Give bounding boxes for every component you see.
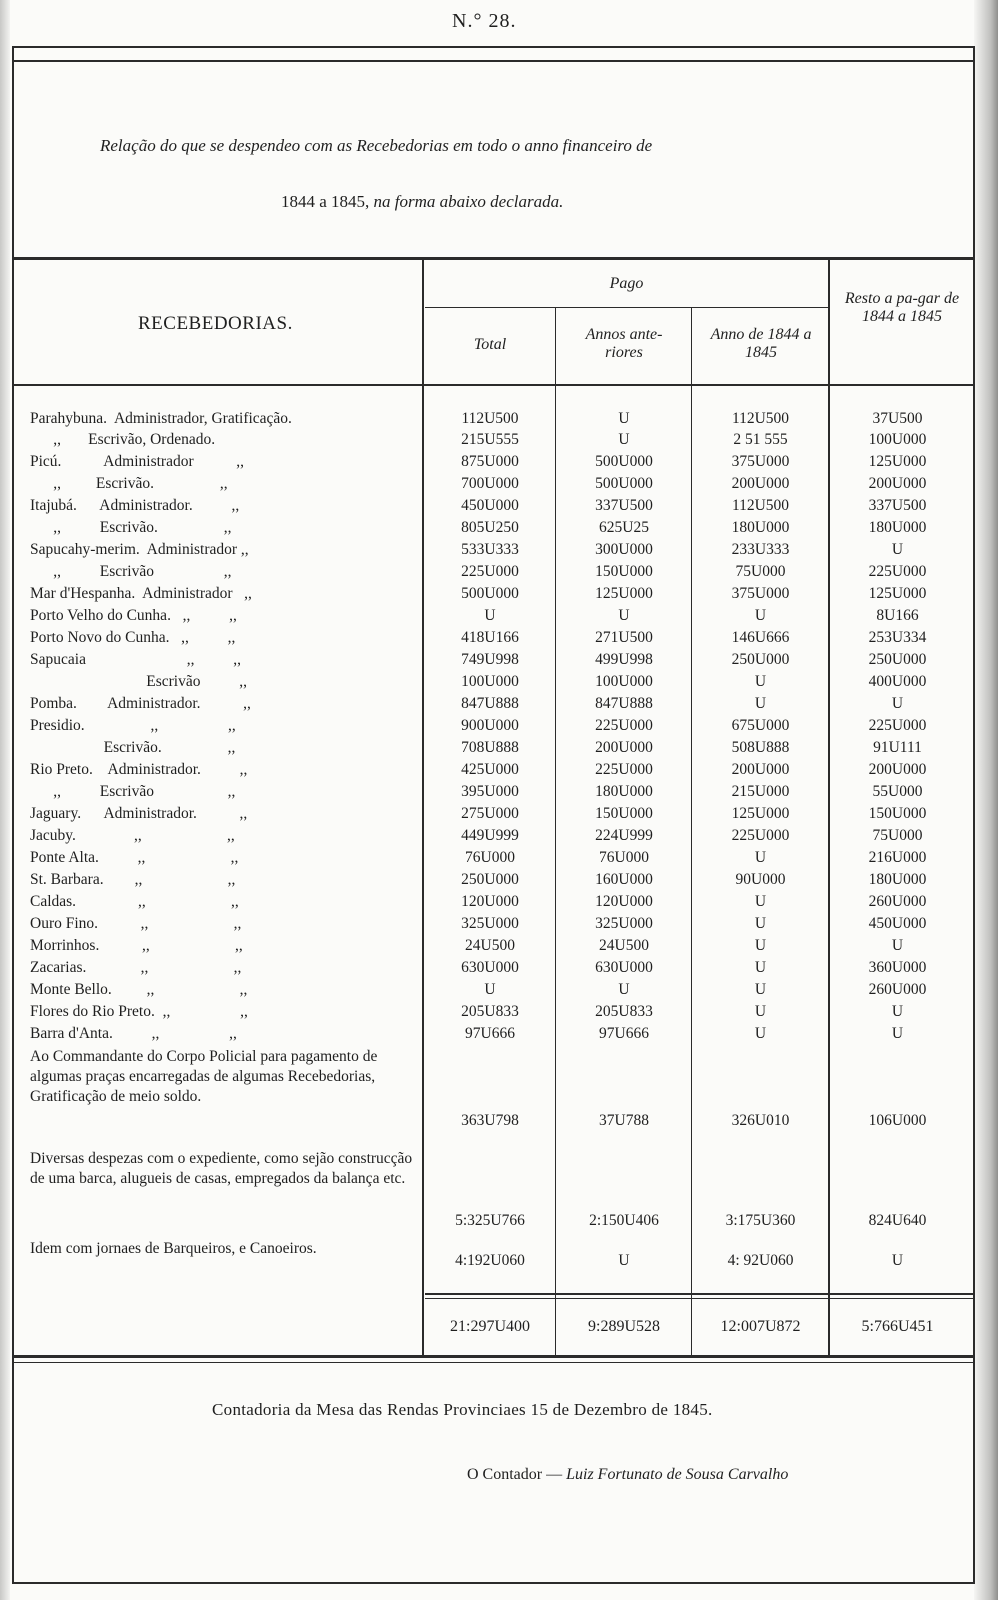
cell-anteriores: 125U000 — [595, 585, 653, 602]
total-resto: 5:766U451 — [861, 1318, 934, 1335]
cell-total: 533U333 — [461, 541, 519, 558]
row-label: Rio Preto. Administrador. ,, — [30, 761, 248, 778]
top-rule — [12, 60, 975, 62]
cell-total: 120U000 — [461, 893, 519, 910]
cell-resto: 180U000 — [868, 519, 927, 536]
totals-rule-top-2 — [425, 1298, 975, 1299]
cell-total: U — [484, 981, 496, 998]
cell-resto: 824U640 — [868, 1212, 927, 1229]
row-label: ,, Escrivão, Ordenado. — [30, 431, 216, 448]
cell-anno: 675U000 — [731, 717, 790, 734]
table-row — [0, 517, 998, 538]
row-label: Monte Bello. ,, ,, — [30, 981, 248, 998]
header-resto: Resto a pa-gar de 1844 a 1845 — [844, 290, 960, 325]
cell-anteriores: 225U000 — [595, 717, 653, 734]
cell-total: 805U250 — [461, 519, 519, 536]
row-label: ,, Escrivão. ,, — [30, 519, 232, 536]
cell-anno: 90U000 — [735, 871, 786, 888]
table-row — [0, 913, 998, 934]
cell-resto: 125U000 — [868, 585, 927, 602]
row-label: Flores do Rio Preto. ,, ,, — [30, 1003, 248, 1020]
cell-anno: 233U333 — [731, 541, 790, 558]
footer-place-date: Contadoria da Mesa das Rendas Provinciaes 15 de Dezembro de 1845. — [212, 1400, 713, 1419]
cell-anteriores: 180U000 — [595, 783, 653, 800]
cell-total: 900U000 — [461, 717, 519, 734]
row-label: Sapucahy-merim. Administrador ,, — [30, 541, 249, 558]
cell-total: 4:192U060 — [455, 1252, 525, 1269]
page-number: N.° 28. — [452, 10, 517, 32]
cell-anteriores: 500U000 — [595, 475, 653, 492]
table-row-commandante — [0, 1047, 998, 1145]
cell-resto: 250U000 — [868, 651, 927, 668]
cell-resto: U — [891, 541, 904, 558]
cell-total: 450U000 — [461, 497, 519, 514]
cell-anno: U — [754, 1003, 767, 1020]
cell-anteriores: 500U000 — [595, 453, 653, 470]
header-bottom-rule — [12, 384, 975, 386]
totals-row — [0, 1313, 998, 1341]
cell-anteriores: U — [618, 981, 630, 998]
cell-anno: 200U000 — [731, 475, 790, 492]
row-label: Ao Commandante do Corpo Policial para pagamento de algumas praças encarregadas de algumas Recebedorias, Gratificação de meio soldo. — [30, 1048, 378, 1105]
cell-anteriores: U — [618, 607, 630, 624]
cell-anno: U — [754, 981, 767, 998]
table-row — [0, 869, 998, 890]
cell-resto: U — [891, 1025, 904, 1042]
pago-underline — [425, 307, 830, 308]
cell-total: 749U998 — [461, 651, 519, 668]
row-label: Barra d'Anta. ,, ,, — [30, 1025, 237, 1042]
cell-resto: 55U000 — [872, 783, 923, 800]
row-label: Zacarias. ,, ,, — [30, 959, 242, 976]
cell-anteriores: U — [618, 431, 630, 448]
cell-total: 205U833 — [461, 1003, 519, 1020]
cell-resto: 37U500 — [872, 410, 923, 427]
table-row — [0, 847, 998, 868]
subtitle-years: 1844 a 1845, — [281, 192, 370, 211]
table-row — [0, 935, 998, 956]
cell-anno: 125U000 — [731, 805, 790, 822]
cell-anteriores: 76U000 — [599, 849, 649, 866]
signature-prefix: O Contador — — [467, 1466, 563, 1483]
cell-anteriores: 300U000 — [595, 541, 653, 558]
cell-anno: 75U000 — [735, 563, 786, 580]
row-label: Itajubá. Administrador. ,, — [30, 497, 240, 514]
table-row — [0, 781, 998, 802]
cell-total: 418U166 — [461, 629, 519, 646]
cell-anteriores: 97U666 — [599, 1025, 649, 1042]
table-row — [0, 693, 998, 714]
row-label: ,, Escrivão ,, — [30, 563, 232, 580]
table-row — [0, 605, 998, 626]
total-anteriores: 9:289U528 — [588, 1318, 660, 1335]
row-label: Ponte Alta. ,, ,, — [30, 849, 239, 866]
cell-resto: 260U000 — [868, 893, 927, 910]
row-label: Ouro Fino. ,, ,, — [30, 915, 242, 932]
cell-resto: 100U000 — [868, 431, 927, 448]
cell-resto: 91U111 — [873, 739, 922, 756]
cell-anteriores: 847U888 — [595, 695, 653, 712]
cell-anteriores: 325U000 — [595, 915, 653, 932]
header-annos-anteriores: Annos ante-riores — [585, 326, 663, 361]
table-row — [0, 539, 998, 560]
row-label: Porto Velho do Cunha. ,, ,, — [30, 607, 237, 624]
cell-anno: U — [754, 673, 767, 690]
cell-resto: 216U000 — [868, 849, 927, 866]
cell-anno: U — [754, 695, 767, 712]
table-row — [0, 429, 998, 450]
row-label: Idem com jornaes de Barqueiros, e Canoeiros. — [30, 1240, 317, 1257]
table-row — [0, 473, 998, 494]
cell-anno: U — [754, 849, 767, 866]
cell-total: 708U888 — [461, 739, 519, 756]
table-row — [0, 737, 998, 758]
cell-total: 5:325U766 — [455, 1212, 525, 1229]
cell-anno: 508U888 — [731, 739, 790, 756]
header-anno: Anno de 1844 a 1845 — [710, 326, 812, 361]
table-row — [0, 561, 998, 582]
total-anno: 12:007U872 — [720, 1318, 801, 1335]
cell-anno: 200U000 — [731, 761, 790, 778]
cell-total: 100U000 — [461, 673, 519, 690]
cell-anteriores: 224U999 — [595, 827, 653, 844]
cell-anteriores: 200U000 — [595, 739, 653, 756]
cell-resto: 225U000 — [868, 563, 927, 580]
cell-anteriores: 337U500 — [595, 497, 653, 514]
cell-total: U — [484, 607, 496, 624]
cell-total: 363U798 — [461, 1112, 519, 1129]
cell-resto: 8U166 — [876, 607, 919, 624]
cell-resto: 106U000 — [868, 1112, 927, 1129]
row-label: Diversas despezas com o expediente, como sejão construcção de uma barca, alugueis de casas, empregados da balança etc. — [30, 1150, 413, 1187]
cell-anteriores: 150U000 — [595, 563, 653, 580]
cell-resto: U — [891, 1252, 904, 1269]
cell-total: 449U999 — [461, 827, 519, 844]
row-label: Caldas. ,, ,, — [30, 893, 239, 910]
signature-name: Luiz Fortunato de Sousa Carvalho — [566, 1466, 789, 1483]
cell-total: 24U500 — [465, 937, 515, 954]
cell-anteriores: 2:150U406 — [589, 1212, 659, 1229]
cell-anno: U — [754, 959, 767, 976]
cell-anno: 215U000 — [731, 783, 790, 800]
table-row — [0, 979, 998, 1000]
row-label: Jaguary. Administrador. ,, — [30, 805, 248, 822]
table-bottom-rule-2 — [12, 1362, 975, 1363]
cell-total: 275U000 — [461, 805, 519, 822]
cell-resto: 260U000 — [868, 981, 927, 998]
table-row — [0, 583, 998, 604]
cell-anno: 146U666 — [731, 629, 790, 646]
row-label: ,, Escrivão ,, — [30, 783, 236, 800]
cell-total: 395U000 — [461, 783, 519, 800]
cell-resto: 253U334 — [868, 629, 927, 646]
cell-anno: U — [754, 607, 767, 624]
table-row — [0, 495, 998, 516]
cell-anno: 250U000 — [731, 651, 790, 668]
totals-rule-top — [425, 1293, 975, 1295]
cell-total: 630U000 — [461, 959, 519, 976]
cell-resto: 75U000 — [872, 827, 923, 844]
cell-resto: 337U500 — [868, 497, 927, 514]
cell-anno: U — [754, 1025, 767, 1042]
document-subtitle — [281, 192, 881, 212]
row-label: ,, Escrivão. ,, — [30, 475, 228, 492]
cell-anno: 4: 92U060 — [727, 1252, 794, 1269]
signature-line — [467, 1466, 788, 1484]
cell-resto: 450U000 — [868, 915, 927, 932]
subtitle-rest: na forma abaixo declarada. — [373, 192, 564, 211]
table-row-despezas — [0, 1149, 998, 1239]
cell-anteriores: 499U998 — [595, 651, 653, 668]
cell-anteriores: 271U500 — [595, 629, 653, 646]
cell-resto: 125U000 — [868, 453, 927, 470]
row-label: Escrivão ,, — [30, 673, 247, 690]
cell-total: 847U888 — [461, 695, 519, 712]
row-label: Porto Novo do Cunha. ,, ,, — [30, 629, 236, 646]
cell-anno: U — [754, 937, 767, 954]
cell-anteriores: 24U500 — [599, 937, 649, 954]
total-total: 21:297U400 — [450, 1318, 530, 1335]
cell-total: 97U666 — [465, 1025, 515, 1042]
table-row — [0, 1023, 998, 1044]
table-bottom-rule — [12, 1355, 975, 1358]
document-title: Relação do que se despendeo com as Recebedorias em todo o anno financeiro de — [100, 136, 653, 155]
cell-anteriores: 205U833 — [595, 1003, 653, 1020]
cell-resto: 400U000 — [868, 673, 927, 690]
table-row — [0, 957, 998, 978]
cell-anteriores: 225U000 — [595, 761, 653, 778]
cell-anteriores: 150U000 — [595, 805, 653, 822]
table-row — [0, 803, 998, 824]
cell-total: 425U000 — [461, 761, 519, 778]
table-row — [0, 671, 998, 692]
cell-total: 215U555 — [461, 431, 519, 448]
cell-anno: 375U000 — [731, 453, 790, 470]
table-row-jornaes — [0, 1239, 998, 1289]
cell-anteriores: 625U25 — [599, 519, 649, 536]
row-label: Escrivão. ,, — [30, 739, 236, 756]
cell-anno: 326U010 — [731, 1112, 790, 1129]
row-label: Picú. Administrador ,, — [30, 453, 244, 470]
cell-anno: 112U500 — [731, 410, 790, 427]
cell-anno: 375U000 — [731, 585, 790, 602]
cell-anno: U — [754, 893, 767, 910]
cell-anteriores: 160U000 — [595, 871, 653, 888]
cell-anteriores: U — [618, 1252, 630, 1269]
cell-total: 700U000 — [461, 475, 519, 492]
cell-anno: U — [754, 915, 767, 932]
cell-anteriores: 630U000 — [595, 959, 653, 976]
cell-total: 875U000 — [461, 453, 519, 470]
header-pago: Pago — [609, 275, 644, 292]
table-row — [0, 715, 998, 736]
cell-anteriores: 37U788 — [599, 1112, 649, 1129]
cell-anno: 225U000 — [731, 827, 790, 844]
cell-anteriores: U — [618, 410, 630, 427]
cell-anno: 112U500 — [731, 497, 790, 514]
row-label: Presidio. ,, ,, — [30, 717, 236, 734]
row-label: Jacuby. ,, ,, — [30, 827, 235, 844]
cell-anno: 2 51 555 — [733, 431, 788, 448]
cell-anno: 180U000 — [731, 519, 790, 536]
header-total: Total — [473, 336, 507, 353]
table-row — [0, 759, 998, 780]
header-recebedorias: RECEBEDORIAS. — [138, 313, 293, 334]
cell-resto: U — [891, 1003, 904, 1020]
row-label: Parahybuna. Administrador, Gratificação. — [30, 410, 292, 427]
cell-total: 325U000 — [461, 915, 519, 932]
cell-anteriores: 100U000 — [595, 673, 653, 690]
cell-resto: U — [891, 695, 904, 712]
header-top-rule — [12, 257, 975, 260]
table-row — [0, 627, 998, 648]
table-row — [0, 1001, 998, 1022]
row-label: Pomba. Administrador. ,, — [30, 695, 251, 712]
cell-total: 250U000 — [461, 871, 519, 888]
cell-resto: 180U000 — [868, 871, 927, 888]
cell-total: 500U000 — [461, 585, 519, 602]
table-row — [0, 451, 998, 472]
table-row — [0, 825, 998, 846]
cell-anno: 3:175U360 — [725, 1212, 796, 1229]
cell-total: 112U500 — [461, 410, 519, 427]
cell-resto: U — [891, 937, 904, 954]
cell-total: 76U000 — [465, 849, 515, 866]
row-label: Mar d'Hespanha. Administrador ,, — [30, 585, 252, 602]
table-row — [0, 649, 998, 670]
table-row — [0, 891, 998, 912]
cell-anteriores: 120U000 — [595, 893, 653, 910]
row-label: Sapucaia ,, ,, — [30, 651, 241, 668]
table-row — [0, 408, 998, 429]
row-label: Morrinhos. ,, ,, — [30, 937, 243, 954]
cell-resto: 360U000 — [868, 959, 927, 976]
cell-resto: 200U000 — [868, 761, 927, 778]
row-label: St. Barbara. ,, ,, — [30, 871, 236, 888]
cell-resto: 225U000 — [868, 717, 927, 734]
cell-resto: 150U000 — [868, 805, 927, 822]
cell-resto: 200U000 — [868, 475, 927, 492]
cell-total: 225U000 — [461, 563, 519, 580]
